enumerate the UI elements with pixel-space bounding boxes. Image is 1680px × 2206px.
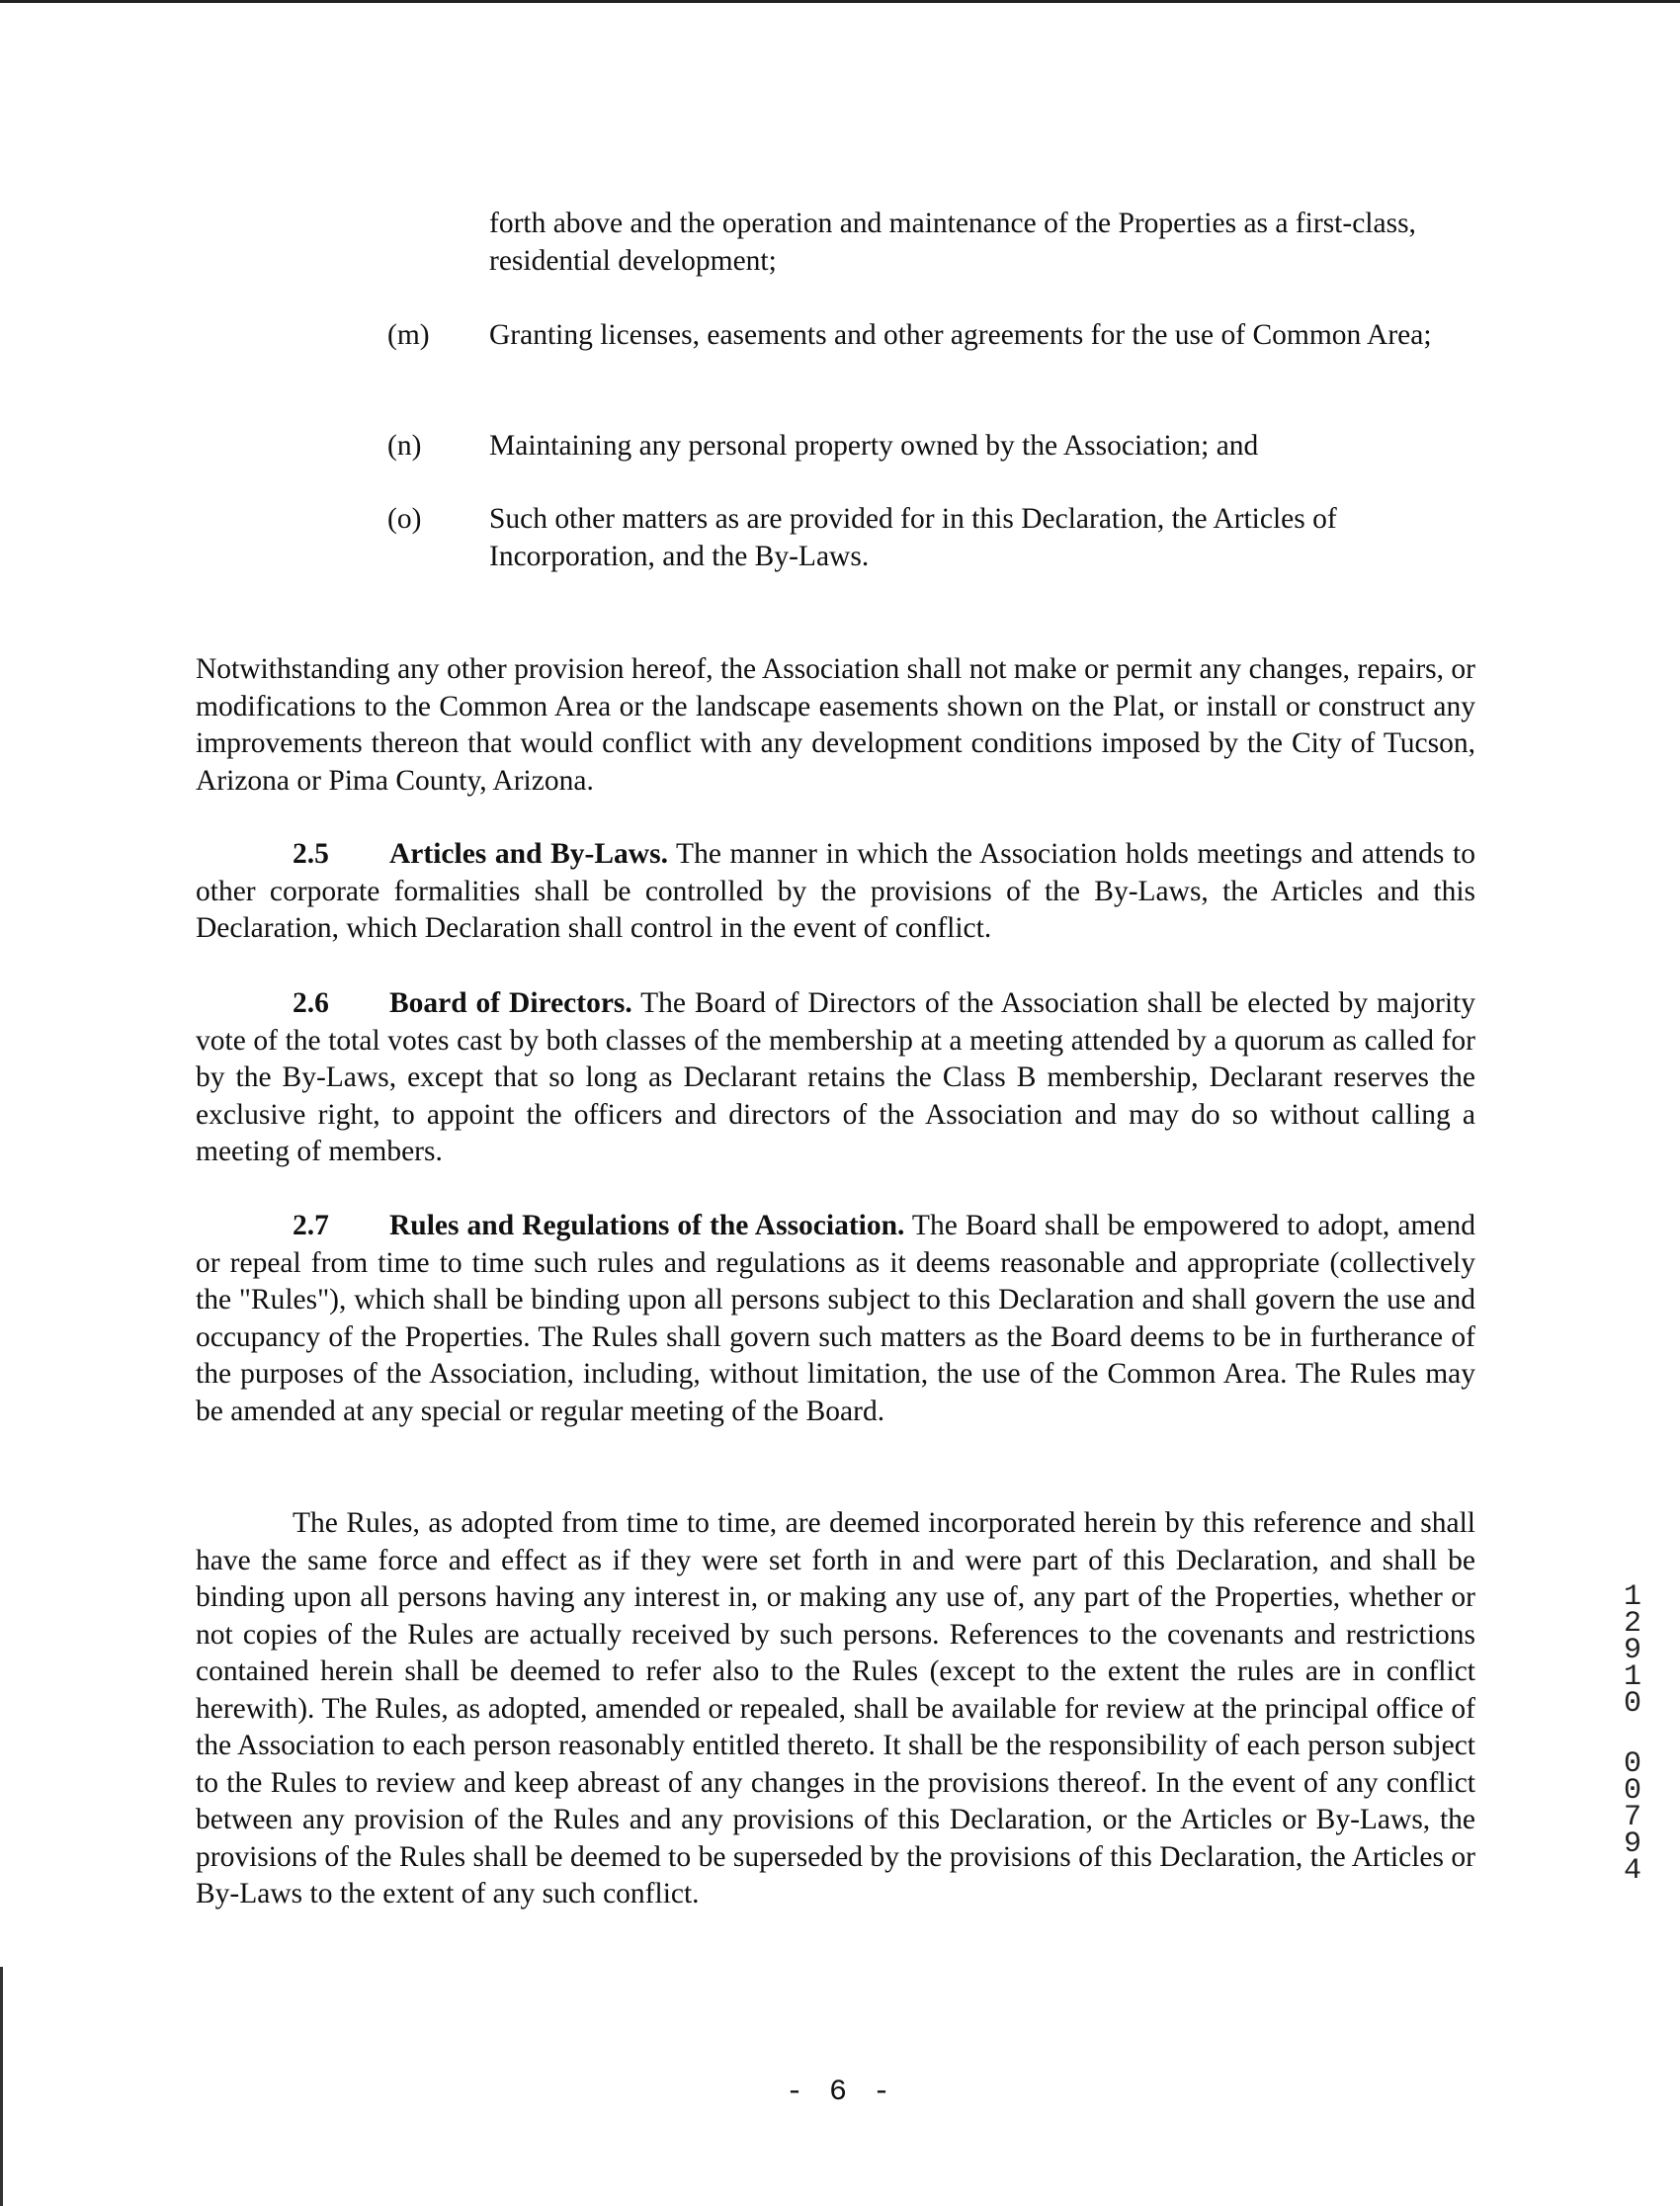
section-2-7 <box>196 1208 1475 1430</box>
stamp-digit: 0 <box>1623 1774 1641 1808</box>
stamp-digit: 0 <box>1623 1747 1641 1781</box>
list-item-label: (n) <box>387 430 422 462</box>
stamp-digit: 1 <box>1623 1660 1641 1694</box>
stamp-digit: 1 <box>1623 1580 1641 1614</box>
recording-stamp <box>1613 1580 1652 1888</box>
section-body: The manner in which the Association holds meetings and attends to other corporate formalities shall be controlled by the provisions of the By-Laws, the Articles and this Declaration, which Declaration shall control in the event of conflict. <box>196 838 1475 944</box>
section-2-6 <box>196 985 1475 1171</box>
rules-paragraph: The Rules, as adopted from time to time, are deemed incorporated herein by this reference and shall have the same force and effect as if they were set forth in and were part of this Declaration, and shall be binding upon all persons having any interest in, or making any use of, any part of the Properties, whether or not copies of the Rules are actually received by such persons. References to the covenants and restrictions contained herein shall be deemed to refer also to the Rules (except to the extent the rules are in conflict herewith). The Rules, as adopted, amended or repealed, shall be available for review at the principal office of the Association to each person reasonably entitled thereto. It shall be the responsibility of each person subject to the Rules to review and keep abreast of any changes in the provisions thereof. In the event of any conflict between any provision of the Rules and any provisions of this Declaration, or the Articles or By-Laws, the provisions of the Rules shall be deemed to be superseded by the provisions of this Declaration, the Articles or By-Laws to the extent of any such conflict. <box>196 1507 1475 1909</box>
notwithstanding-paragraph: Notwithstanding any other provision hereof, the Association shall not make or permit any changes, repairs, or modifications to the Common Area or the landscape easements shown on the Plat, or install or construct any improvements thereon that would conflict with any development conditions imposed by the City of Tucson, Arizona or Pima County, Arizona. <box>196 653 1475 797</box>
section-2-5 <box>196 836 1475 948</box>
list-item-text: Such other matters as are provided for in this Declaration, the Articles of Incorporation, and the By-Laws. <box>489 503 1337 572</box>
section-title: Rules and Regulations of the Association. <box>389 1210 905 1241</box>
stamp-digit: 7 <box>1623 1801 1641 1834</box>
stamp-digit: 2 <box>1623 1607 1641 1641</box>
section-number: 2.6 <box>293 987 329 1019</box>
list-item-label: (m) <box>387 319 430 351</box>
list-item-text: Maintaining any personal property owned by the Association; and <box>489 430 1259 462</box>
stamp-digit: 0 <box>1623 1687 1641 1721</box>
section-title: Articles and By-Laws. <box>389 838 668 870</box>
section-number: 2.7 <box>293 1210 329 1241</box>
list-item-text: Granting licenses, easements and other agreements for the use of Common Area; <box>489 319 1432 351</box>
section-body: The Board of Directors of the Association shall be elected by majority vote of the total votes cast by both classes of the membership at a meeting attended by a quorum as called for by the By-Laws, except that so long as Declarant retains the Class B membership, Declarant reserves the exclusive right, to appoint the officers and directors of the Association and may do so without calling a meeting of members. <box>196 987 1475 1167</box>
continuation-text: forth above and the operation and maintenance of the Properties as a first-class, residential development; <box>489 208 1416 277</box>
list-item-label: (o) <box>387 503 422 535</box>
section-body: The Board shall be empowered to adopt, amend or repeal from time to time such rules and regulations as it deems reasonable and appropriate (collectively the "Rules"), which shall be binding upon all persons subject to this Declaration and shall govern the use and occupancy of the Properties. The Rules shall govern such matters as the Board deems to be in furtherance of the purposes of the Association, including, without limitation, the use of the Common Area. The Rules may be amended at any special or regular meeting of the Board. <box>196 1210 1475 1427</box>
stamp-digit: 9 <box>1623 1634 1641 1667</box>
scan-border-top <box>0 0 1680 3</box>
stamp-digit: 4 <box>1623 1854 1641 1888</box>
stamp-gap <box>1613 1718 1652 1751</box>
page-number: - 6 - <box>785 2076 894 2109</box>
stamp-digit: 9 <box>1623 1827 1641 1861</box>
section-number: 2.5 <box>293 838 329 870</box>
section-title: Board of Directors. <box>389 987 632 1019</box>
